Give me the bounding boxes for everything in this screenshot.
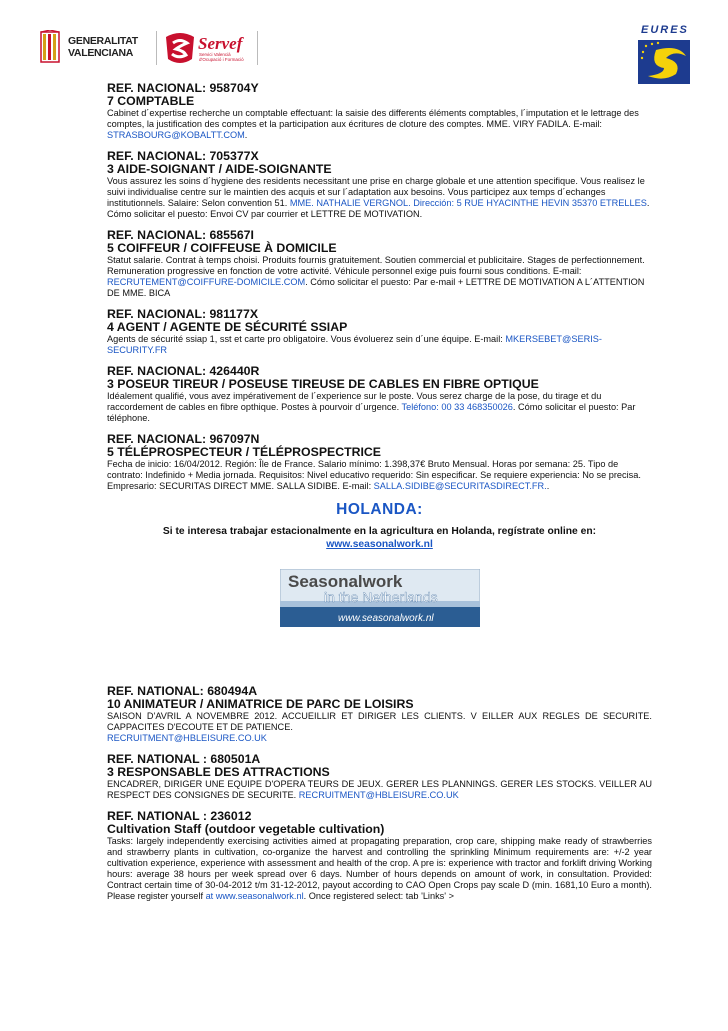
email-link[interactable]: RECRUITMENT@HBLEISURE.CO.UK: [298, 790, 459, 800]
job-title: Cultivation Staff (outdoor vegetable cultivation): [107, 822, 385, 836]
job-ref: REF. NACIONAL: 981177X: [107, 307, 259, 321]
job-title: 5 TÉLÉPROSPECTEUR / TÉLÉPROSPECTRICE: [107, 445, 381, 459]
eures-logo: EURES: [634, 22, 694, 88]
job-title: 3 RESPONSABLE DES ATTRACTIONS: [107, 765, 330, 779]
seasonalwork-banner-icon: [280, 569, 480, 627]
job-listing: [107, 433, 652, 492]
section-heading-holanda: HOLANDA:: [336, 501, 423, 518]
email-link[interactable]: STRASBOURG@KOBALTT.COM: [107, 130, 245, 140]
email-link[interactable]: MKERSEBET@SERIS-SECURITY.FR: [107, 334, 602, 355]
job-ref: REF. NACIONAL: 426440R: [107, 364, 260, 378]
seasonalwork-logo[interactable]: [280, 569, 480, 627]
job-listing: [107, 82, 652, 141]
seasonalwork-link[interactable]: www.seasonalwork.nl: [326, 539, 433, 550]
job-listing: [107, 150, 652, 220]
svg-text:Seasonalwork: Seasonalwork: [287, 572, 402, 591]
job-ref: REF. NATIONAL: 680494A: [107, 684, 258, 698]
servef-emblem-icon: [162, 31, 198, 65]
job-description: Fecha de inicio: 16/04/2012. Región: Île de France. Salario mínimo: 1.398,37€ Bruto Mensual. Horas por semana: 25. Tipo de contrato: Indefinido + Media jornada. Requisitos: Nivel educativo requerido: Sin especificar. Se requiere experiencia: No se precisa. Empresario: SECURITAS DIRECT MME. SALLA SIDIBE. E-mail: SALLA.SIDIBE@SECURITASDIRECT.FR..: [107, 459, 641, 491]
job-listing: [107, 229, 652, 299]
generalitat-text: GENERALITAT VALENCIANA: [68, 35, 138, 59]
job-title: 3 AIDE-SOIGNANT / AIDE-SOIGNANTE: [107, 162, 332, 176]
email-link[interactable]: RECRUTEMENT@COIFFURE-DOMICILE.COM: [107, 277, 306, 287]
job-listings: [107, 82, 652, 911]
job-ref: REF. NACIONAL: 705377X: [107, 149, 259, 163]
header-divider: [156, 31, 157, 65]
job-description: Cabinet d´expertise recherche un comptable effectuant: la saisie des differents éléments comptables, l´imputation et le lettrage des comptes, la justification des comptes et la participation aux écritures de cloture des comptes. MME. VIRY FADILA. E-mail: STRASBOURG@KOBALTT.COM.: [107, 108, 639, 140]
header-divider: [257, 31, 258, 65]
seasonalwork-link[interactable]: at www.seasonalwork.nl: [205, 891, 304, 901]
generalitat-logo: [38, 30, 156, 66]
job-ref: REF. NACIONAL: 685567I: [107, 228, 254, 242]
job-title: 5 COIFFEUR / COIFFEUSE À DOMICILE: [107, 241, 337, 255]
job-description: Tasks: largely independently exercising activities aimed at propagating preparation, crop care, shipping make ready of strawberries and strawberry plants in cultivation, co-organize the harvest and controlling the sprinkling Minimum requirements are: +/-2 year cultivation experience, experience with assessment and health of the crop. A pre is: experience with tractor and forklift driving Working hours: average 38 hours per week spread over 6 days. Number of hours depends on amount of work, in consultation. Provided: Contract certain time of 30-04-2012 t/m 31-12-2012, payout according to CAO Open Crops pay scale D (min. 1681,10 Euro a month). Please register yourself at www.seasonalwork.nl. Once registered select: tab 'Links' >: [107, 836, 652, 901]
svg-text:www.seasonalwork.nl: www.seasonalwork.nl: [337, 613, 434, 624]
svg-text:in the Netherlands: in the Netherlands: [323, 589, 438, 605]
job-ref: REF. NACIONAL: 967097N: [107, 432, 260, 446]
job-description: Agents de sécurité ssiap 1, sst et carte pro obligatoire. Vous évoluerez sein d´une équipe. E-mail: MKERSEBET@SERIS-SECURITY.FR: [107, 334, 602, 355]
generalitat-shield-icon: [38, 30, 62, 66]
job-ref: REF. NATIONAL : 236012: [107, 809, 252, 823]
job-description: SAISON D'AVRIL A NOVEMBRE 2012. ACCUEILLIR ET DIRIGER LES CLIENTS. V EILLER AUX REGLES DE SECURITE. CAPPACITES D'ECOUTE ET DE PATIENCE. RECRUITMENT@HBLEISURE.CO.UK: [107, 711, 652, 743]
page-header: [0, 0, 728, 88]
job-ref: REF. NATIONAL : 680501A: [107, 752, 261, 766]
job-description: Idéalement qualifié, vous avez impérativement de l´experience sur le poste. Vous serez charge de la pose, du tirage et du raccordement de cables en fibre opthique. Postes à pourvoir d´urgence. Teléfono: 00 33 468350026. Cómo solicitar el puesto: Par téléphone.: [107, 391, 636, 423]
job-ref: REF. NACIONAL: 958704Y: [107, 81, 259, 95]
servef-logo: Servef Servici Valencià d'Ocupació i Formació: [162, 30, 252, 66]
job-description: Statut salarie. Contrat à temps choisi. Produits fournis gratuitement. Soutien commercial et publicitaire. Stages de perfectionnement. Remuneration progressive en fonction de votre activité. Véhicule personnel exige puis fourni sous conditions. E-mail: RECRUTEMENT@COIFFURE-DOMICILE.COM. Cómo solicitar el puesto: Par e-mail + LETTRE DE MOTIVATION A L´ATTENTION DE MME. BICA: [107, 255, 645, 298]
job-listing: [107, 685, 652, 744]
job-description: Vous assurez les soins d´hygiene des residents necessitant une prise en charge globale et une attention specifique. Vous realisez le suivi individualise centre sur le maintien des acquis et sur l´adaptation aux besoins. Vous participez aux temps d´echanges institutionnels. Salaire: Selon convention 51. MME. NATHALIE VERGNOL. Dirección: 5 RUE HYACINTHE HEVIN 35370 ETRELLES. Cómo solicitar el puesto: Envoi CV par courrier et LETTRE DE MOTIVATION.: [107, 176, 650, 219]
job-listing: [107, 753, 652, 801]
contact-link[interactable]: MME. NATHALIE VERGNOL. Dirección: 5 RUE HYACINTHE HEVIN 35370 ETRELLES: [289, 198, 647, 208]
job-title: 10 ANIMATEUR / ANIMATRICE DE PARC DE LOISIRS: [107, 697, 414, 711]
eures-emblem-icon: [634, 36, 694, 88]
phone-link[interactable]: Teléfono: 00 33 468350026: [401, 402, 513, 412]
job-listing: [107, 365, 652, 424]
email-link[interactable]: SALLA.SIDIBE@SECURITASDIRECT.FR.: [373, 481, 547, 491]
job-title: 7 COMPTABLE: [107, 94, 195, 108]
holanda-note: Si te interesa trabajar estacionalmente en la agricultura en Holanda, regístrate online en: www.seasonalwork.nl: [162, 526, 597, 550]
job-listing: [107, 810, 652, 902]
job-title: 4 AGENT / AGENTE DE SÉCURITÉ SSIAP: [107, 320, 348, 334]
job-title: 3 POSEUR TIREUR / POSEUSE TIREUSE DE CABLES EN FIBRE OPTIQUE: [107, 377, 539, 391]
email-link[interactable]: RECRUITMENT@HBLEISURE.CO.UK: [107, 733, 267, 743]
job-description: ENCADRER, DIRIGER UNE EQUIPE D'OPERA TEURS DE JEUX. GERER LES PLANNINGS. GERER LES STOCKS. VEILLER AU RESPECT DES CONSIGNES DE SECURITE. RECRUITMENT@HBLEISURE.CO.UK: [107, 779, 652, 800]
job-listing: [107, 308, 652, 356]
